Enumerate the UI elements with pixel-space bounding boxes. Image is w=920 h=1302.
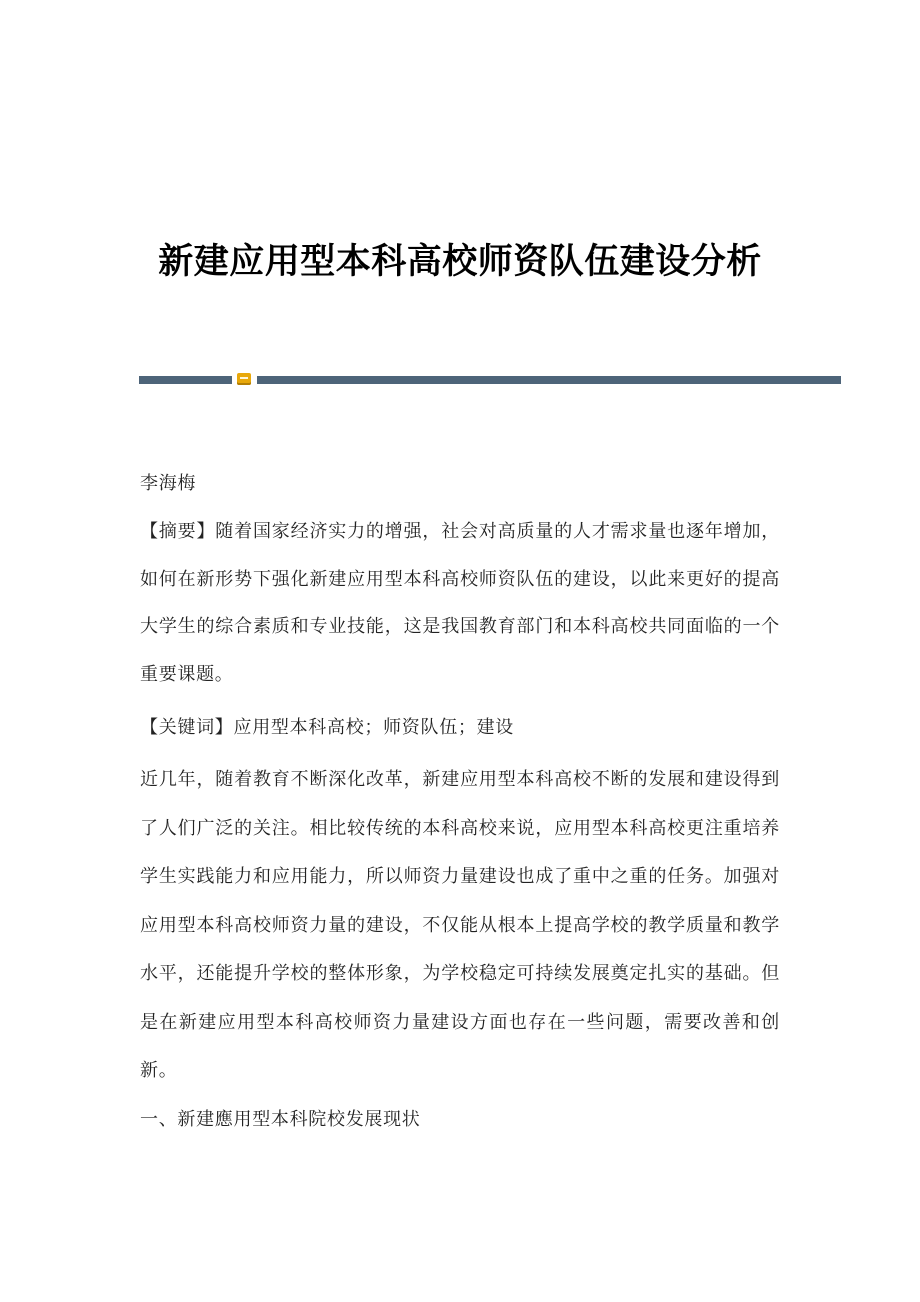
keywords-line: 【关键词】应用型本科高校；师资队伍；建设: [140, 717, 514, 738]
author-name: 李海梅: [140, 473, 197, 494]
document-body: [140, 466, 780, 1138]
section-heading: 一、新建應用型本科院校发展现状: [140, 1108, 421, 1130]
document-title: 新建应用型本科高校师资队伍建设分析: [158, 241, 762, 283]
divider-badge-icon: [237, 373, 251, 385]
body-paragraph: 近几年，随着教育不断深化改革，新建应用型本科高校不断的发展和建设得到了人们广泛的关注。相比较传统的本科高校来说，应用型本科高校更注重培养学生实践能力和应用能力，所以师资力量建设也成了重中之重的任务。加强对应用型本科高校师资力量的建设，不仅能从根本上提高学校的教学质量和教学水平，还能提升学校的整体形象，为学校稳定可持续发展奠定扎实的基础。但是在新建应用型本科高校师资力量建设方面也存在一些问题，需要改善和创新。: [140, 769, 780, 1081]
divider-bar-left: [139, 376, 232, 384]
abstract-paragraph: 【摘要】随着国家经济实力的增强，社会对高质量的人才需求量也逐年增加，如何在新形势下强化新建应用型本科高校师资队伍的建设，以此来更好的提高大学生的综合素质和专业技能，这是我国教育部门和本科高校共同面临的一个重要课题。: [140, 521, 780, 685]
divider-bar-right: [257, 376, 841, 384]
title-divider: [139, 373, 841, 385]
